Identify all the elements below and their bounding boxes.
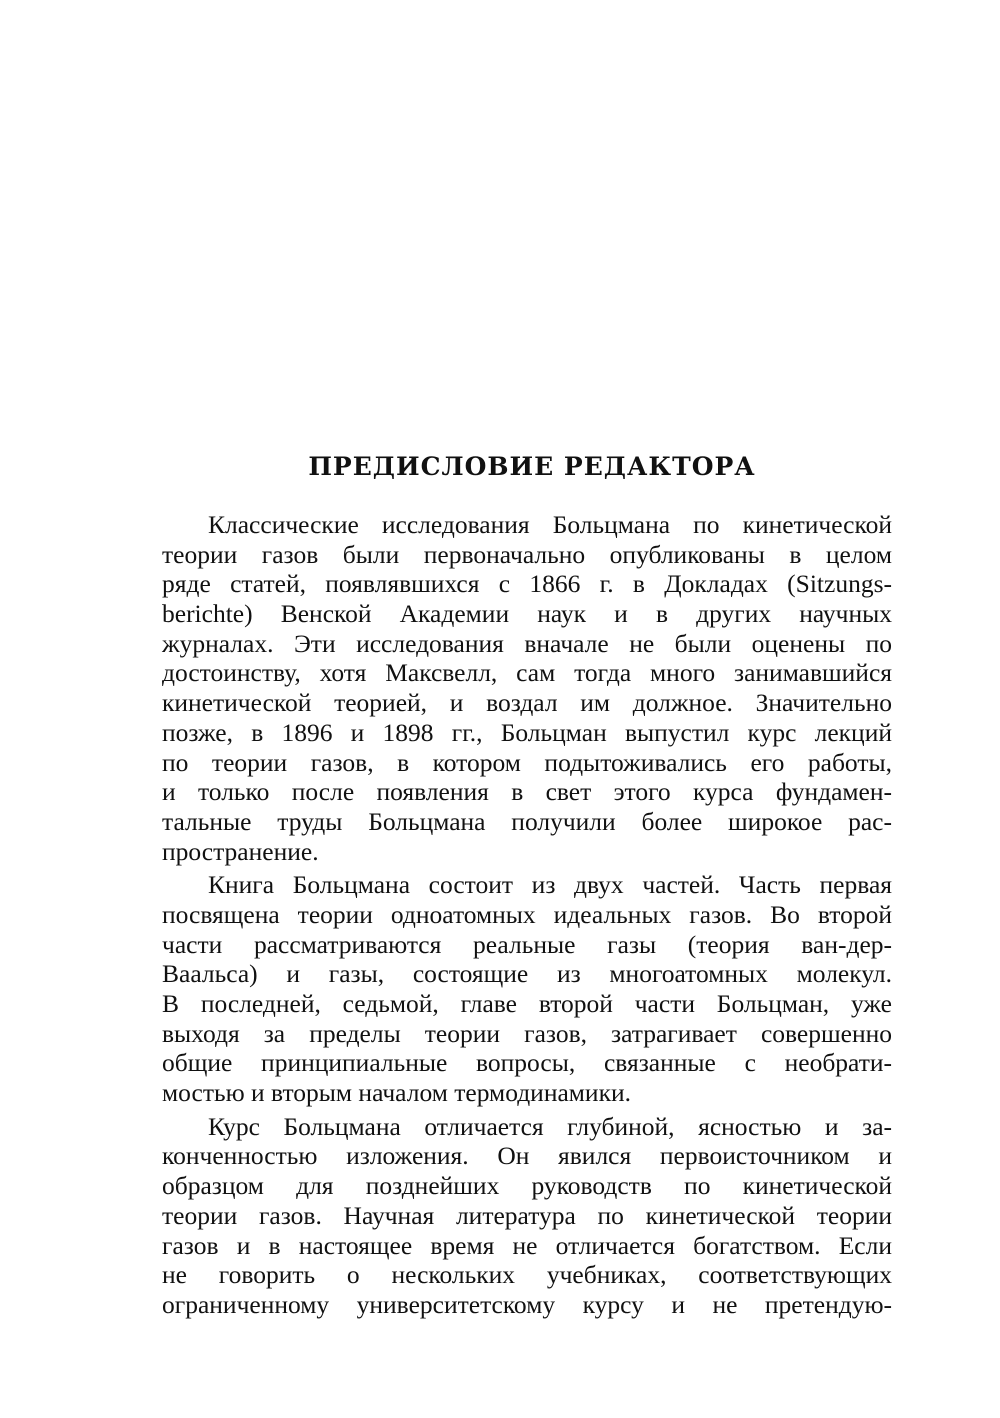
paragraph-3-line: ограниченному университетскому курсу и не претендую- <box>162 1289 892 1319</box>
paragraph-1-line: кинетической теорией, и воздал им должное. Значительно <box>162 688 892 718</box>
paragraph-1-line: теории газов были первоначально опубликованы в целом <box>162 539 892 569</box>
paragraph-2-line: В последней, седьмой, главе второй части Больцман, уже <box>162 989 892 1018</box>
paragraph-2-line: Ваальса) и газы, состоящие из многоатомных молекул. <box>162 959 892 989</box>
paragraph-2-line: части рассматриваются реальные газы (теория ван-дер- <box>162 929 892 959</box>
paragraph-1-line: позже, в 1896 и 1898 гг., Больцман выпустил курс лекций <box>162 717 892 747</box>
paragraph-2-line: выходя за пределы теории газов, затрагивает совершенно <box>162 1018 892 1048</box>
paragraph-3-line: Курс Больцмана отличается глубиной, ясностью и за- <box>208 1111 892 1141</box>
paragraph-3-line: конченностью изложения. Он явился первоисточником и <box>162 1141 892 1171</box>
page-title: ПРЕДИСЛОВИЕ РЕДАКТОРА <box>308 452 756 481</box>
paragraph-3-line: теории газов. Научная литература по кинетической теории <box>162 1200 892 1230</box>
paragraph-1-line: тальные труды Больцмана получили более широкое рас- <box>162 806 892 836</box>
paragraph-1-line: по теории газов, в котором подытоживались его работы, <box>162 747 892 777</box>
paragraph-1-line: пространение. <box>162 836 319 866</box>
body-text <box>162 510 892 1320</box>
paragraph-1-line: Классические исследования Больцмана по кинетической <box>208 510 892 539</box>
paragraph-1-line: ряде статей, появлявшихся с 1866 г. в Докладах (Sitzungs- <box>162 569 892 599</box>
paragraph-3-line: образцом для позднейших руководств по кинетической <box>162 1171 892 1201</box>
paragraph-1-line: достоинству, хотя Максвелл, сам тогда много занимавшийся <box>162 658 892 688</box>
paragraph-2-line: Книга Больцмана состоит из двух частей. Часть первая <box>208 870 892 900</box>
paragraph-2-line: общие принципиальные вопросы, связанные с необрати- <box>162 1048 892 1078</box>
paragraph-1-line: berichte) Венской Академии наук и в других научных <box>162 599 892 629</box>
paragraph-1-line: журналах. Эти исследования вначале не были оценены по <box>162 628 892 658</box>
paragraph-1-line: и только после появления в свет этого курса фундамен- <box>162 777 892 807</box>
paragraph-2-line: посвящена теории одноатомных идеальных газов. Во второй <box>162 899 892 929</box>
paragraph-3-line: не говорить о нескольких учебниках, соответствующих <box>162 1260 892 1290</box>
paragraph-3-line: газов и в настоящее время не отличается богатством. Если <box>162 1230 892 1260</box>
paragraph-2-line: мостью и вторым началом термодинамики. <box>162 1078 631 1108</box>
